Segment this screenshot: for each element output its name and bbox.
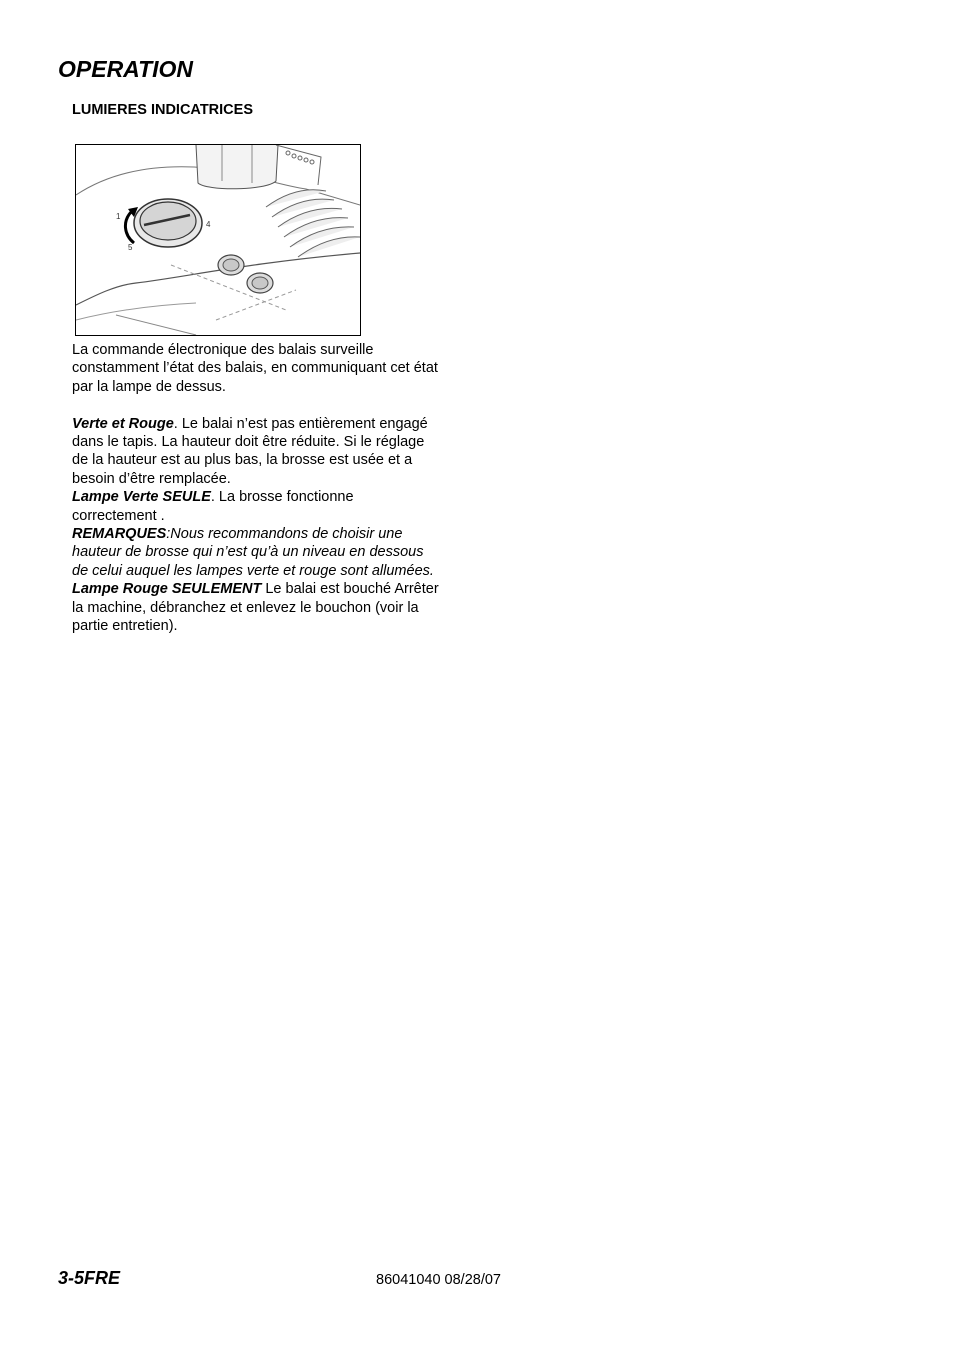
page-title: OPERATION: [58, 56, 194, 82]
svg-text:5: 5: [128, 243, 133, 252]
body-text: [72, 341, 442, 635]
svg-text:1: 1: [116, 212, 121, 221]
item-term: REMARQUES: [72, 526, 167, 543]
intro-paragraph: La commande électronique des balais surveille constamment l’état des balais, en communiquant cet état par la lampe de dessus.: [72, 342, 438, 395]
item-term: Verte et Rouge: [72, 415, 174, 432]
item-term: Lampe Rouge SEULEMENT: [72, 581, 262, 598]
item-green-only: [72, 488, 442, 525]
item-text: Le balai est bouché Arrêter la machine, débranchez et enlevez le bouchon (voir la partie entretien).: [72, 581, 439, 635]
brush-indicator-figure: [75, 144, 361, 336]
page-number: 3-5FRE: [58, 1268, 121, 1288]
item-text: . Le balai n’est pas entièrement engagé dans le tapis. La hauteur doit être réduite. Si le réglage de la hauteur est au plus bas, la brosse est usée et a besoin d’être remplacée.: [72, 415, 428, 487]
brush-head-illustration: [76, 145, 360, 335]
item-text: :Nous recommandons de choisir une hauteur de brosse qui n’est qu’à un niveau en dessous de celui auquel les lampes verte et rouge sont allumées.: [72, 526, 434, 579]
item-red-only: [72, 580, 442, 635]
item-term: Lampe Verte SEULE: [72, 489, 211, 506]
item-remarks: [72, 525, 442, 580]
item-text: . La brosse fonctionne correctement .: [72, 489, 354, 524]
document-code: 86041040 08/28/07: [376, 1272, 501, 1288]
section-heading: LUMIERES INDICATRICES: [72, 102, 253, 118]
item-green-and-red: [72, 415, 442, 489]
svg-text:4: 4: [206, 220, 211, 229]
